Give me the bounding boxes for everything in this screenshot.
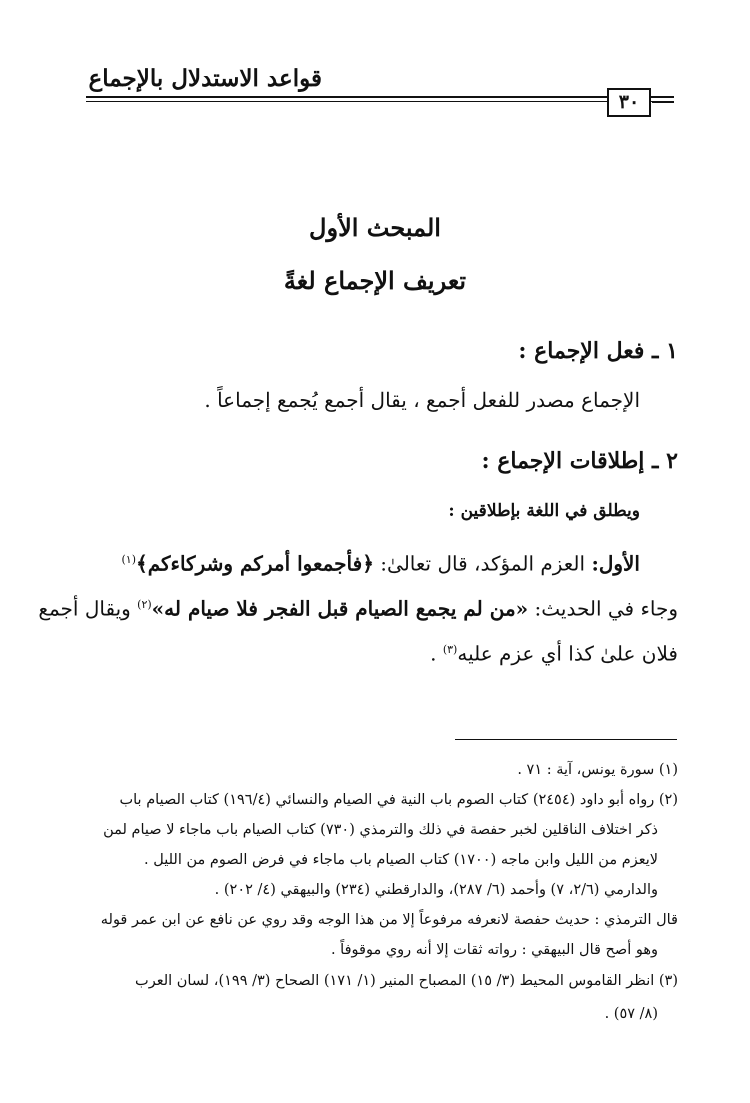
footnote-ref[interactable]: (٢) [137, 598, 152, 611]
footnote: (٣) انظر القاموس المحيط (٣/ ١٥) المصباح المنير (١/ ١٧١) الصحاح (٣/ ١٩٩)، لسان العرب [135, 973, 678, 989]
footnote-separator [455, 739, 677, 740]
footnote-continuation: ذكر اختلاف الناقلين لخبر حفصة في ذلك والترمذي (٧٣٠) كتاب الصيام باب ماجاء لا صيام لمن [103, 822, 658, 838]
hadith-tail: ويقال أجمع [38, 596, 138, 621]
footnote-ref[interactable]: (١) [121, 553, 136, 566]
chapter-heading: المبحث الأول [309, 213, 441, 242]
hadith-intro: وجاء في الحديث: [528, 596, 678, 621]
header-rule-thin [86, 101, 674, 102]
body-line [430, 633, 678, 671]
header-ornament-line [652, 96, 674, 98]
running-header-title: قواعد الاستدلال بالإجماع [88, 65, 322, 92]
footnote: (٢) رواه أبو داود (٢٤٥٤) كتاب الصوم باب النية في الصيام والنسائي (١٩٦/٤) كتاب الصيام باب [119, 792, 678, 808]
first-meaning-label: الأول: [591, 551, 640, 576]
body-line [38, 588, 678, 626]
section-heading-2: ٢ ـ إطلاقات الإجماع : [481, 448, 678, 474]
quran-quote: ﴿فأجمعوا أمركم وشركاءكم﴾ [136, 551, 374, 576]
footnote-ref[interactable]: (٣) [442, 643, 458, 656]
first-meaning-text: العزم المؤكد، قال تعالىٰ: [373, 551, 592, 576]
body-line: الإجماع مصدر للفعل أجمع ، يقال أجمع يُجمع إجماعاً . [204, 388, 640, 412]
section-heading-1: ١ ـ فعل الإجماع : [518, 338, 678, 364]
body-line [121, 543, 640, 581]
closing-tail: . [430, 641, 443, 666]
footnote-continuation: لايعزم من الليل وابن ماجه (١٧٠٠) كتاب الصيام باب ماجاء في فرض الصوم من الليل . [144, 852, 658, 868]
page-number: ٣٠ [607, 88, 651, 117]
header-ornament-line [652, 101, 674, 103]
subheading: ويطلق في اللغة بإطلاقين : [448, 501, 640, 521]
header-rule [86, 96, 674, 98]
closing-text: فلان علىٰ كذا أي عزم عليه [457, 641, 678, 666]
footnote-continuation: والدارمي (٢/٦، ٧) وأحمد (٦/ ٢٨٧)، والدارقطني (٢٣٤) والبيهقي (٤/ ٢٠٢) . [214, 882, 658, 898]
footnote-continuation: (٨/ ٥٧) . [604, 1006, 658, 1022]
footnote-note: قال الترمذي : حديث حفصة لانعرفه مرفوعاً إلا من هذا الوجه وقد روي عن نافع عن ابن عمر قوله [100, 912, 678, 928]
hadith-quote: «من لم يجمع الصيام قبل الفجر فلا صيام له» [151, 596, 529, 621]
footnote-continuation: وهو أصح قال البيهقي : رواته ثقات إلا أنه روي موقوفاً . [330, 942, 658, 958]
footnote: (١) سورة يونس، آية : ٧١ . [517, 762, 678, 778]
page-title: تعريف الإجماع لغةً [283, 266, 467, 295]
